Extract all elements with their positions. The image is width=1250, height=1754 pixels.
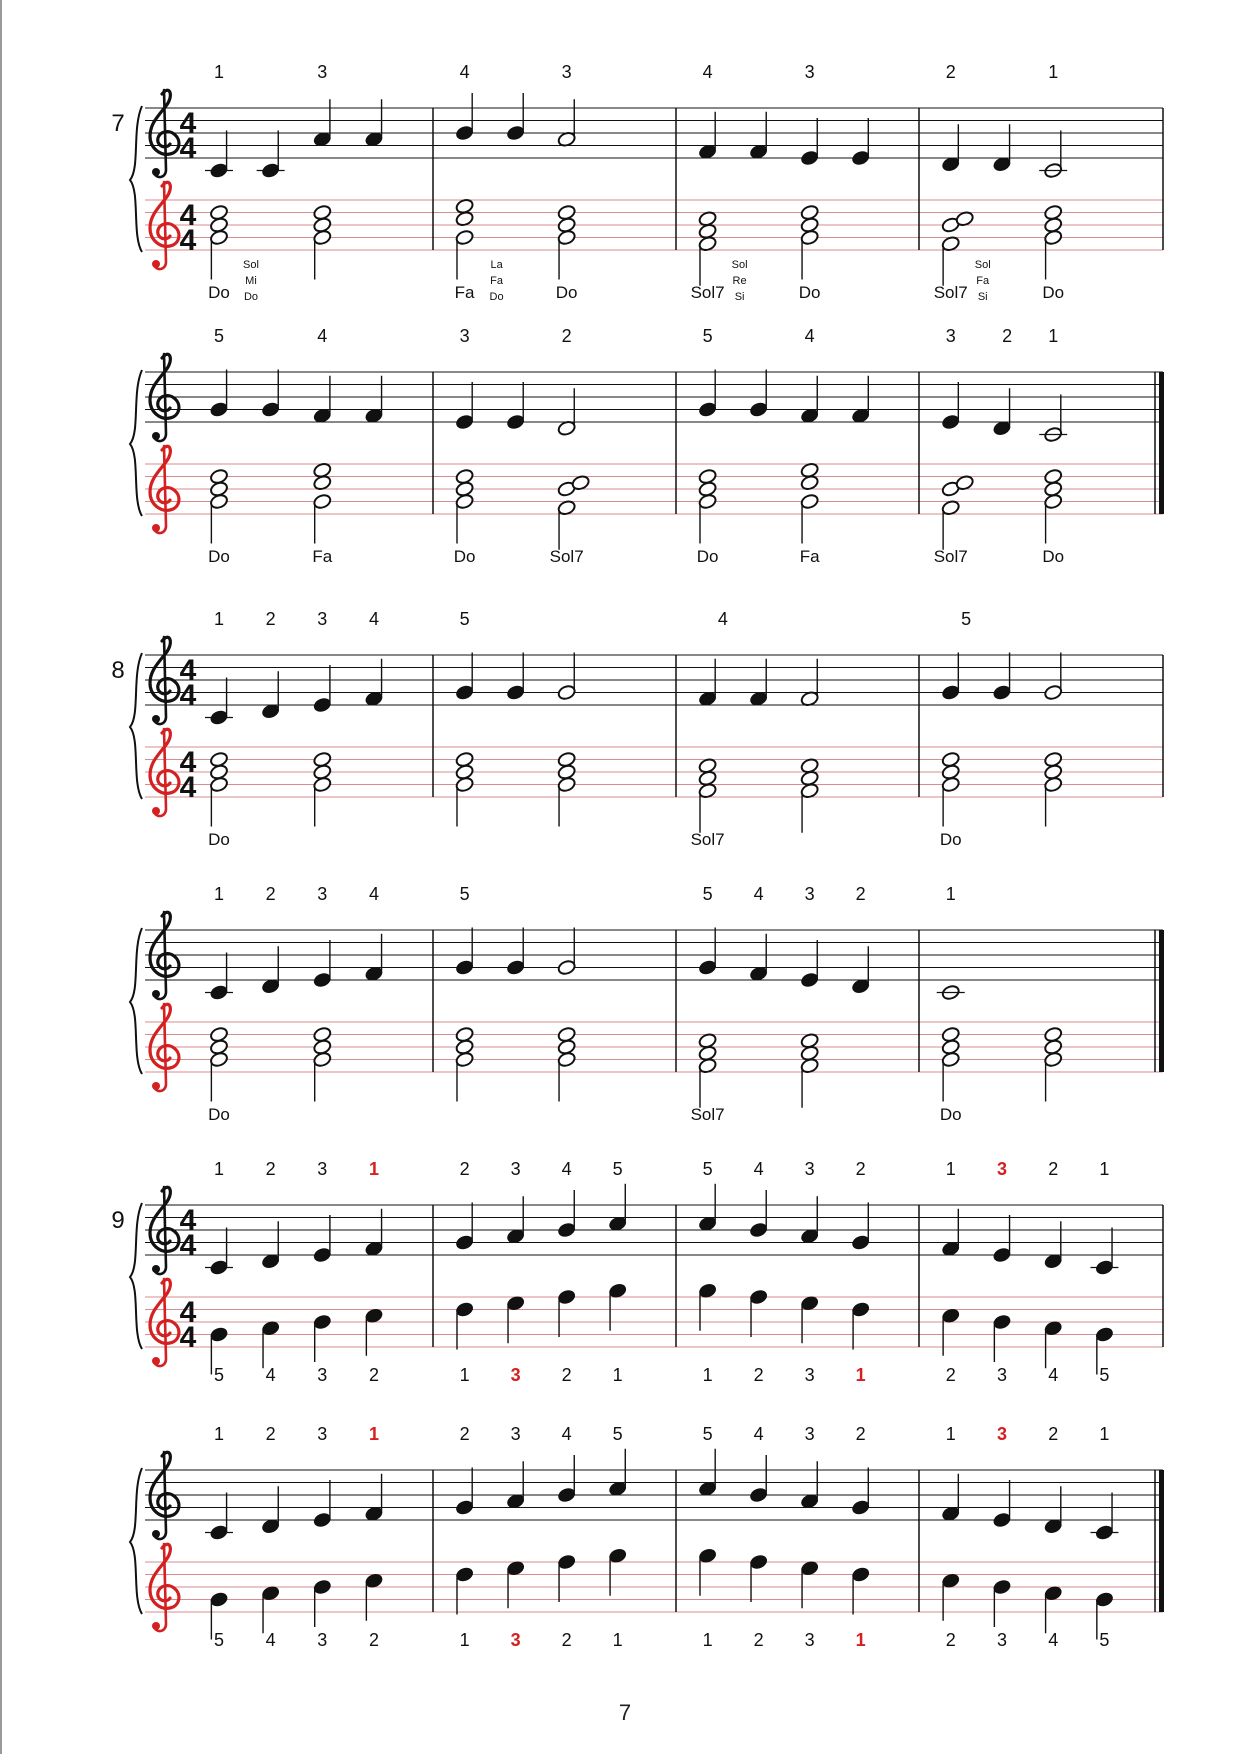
finger-number-top: 5 [702, 884, 713, 904]
time-signature-upper [180, 1204, 197, 1262]
time-signature-upper [180, 654, 197, 712]
lower-note [313, 1579, 333, 1596]
treble-staff [145, 1470, 1163, 1520]
time-signature-bottom: 4 [179, 1321, 197, 1354]
chord-note [941, 1026, 961, 1043]
chord-name: Do [1042, 283, 1065, 302]
treble-note [749, 401, 769, 418]
treble-note [313, 972, 333, 989]
time-signature-top: 4 [179, 199, 197, 232]
finger-number-top: 2 [265, 884, 276, 904]
time-signature-top: 4 [179, 107, 197, 140]
finger-number-top: 1 [213, 62, 224, 82]
finger-number-bottom: 1 [612, 1365, 623, 1385]
finger-number-top: 1 [213, 1159, 224, 1179]
finger-number-bottom: 1 [459, 1630, 470, 1650]
finger-number-bottom: 3 [317, 1365, 328, 1385]
treble-staff [145, 1205, 1163, 1255]
time-signature-bottom: 4 [179, 132, 197, 165]
measure [937, 984, 1063, 1101]
finger-number-top: 5 [612, 1159, 623, 1179]
lower-treble-clef [150, 446, 179, 533]
measure [455, 928, 577, 1102]
treble-note [506, 684, 526, 701]
finger-number-bottom: 2 [753, 1630, 764, 1650]
treble-staff [145, 108, 1163, 158]
chord-note-name: Sol [243, 259, 259, 271]
finger-number-bottom: 2 [561, 1365, 572, 1385]
finger-number-bottom: 1 [702, 1365, 713, 1385]
chord-name: Do [208, 1105, 230, 1124]
lower-note [557, 1554, 577, 1571]
chord-note [455, 1026, 475, 1043]
chord-note [209, 1026, 229, 1043]
treble-note [851, 1499, 871, 1516]
chord-note [455, 751, 475, 768]
finger-number-top: 1 [1048, 326, 1059, 346]
time-signature-bottom: 4 [179, 224, 197, 257]
clef-dot [152, 715, 160, 723]
finger-number-top: 2 [265, 609, 276, 629]
finger-number-top: 5 [213, 326, 224, 346]
finger-number-top: 2 [459, 1424, 470, 1444]
clef-dot [152, 1357, 160, 1365]
treble-note [557, 684, 577, 701]
finger-number-bottom: 5 [213, 1365, 224, 1385]
treble-note [557, 1222, 577, 1239]
chord-name: Do [1042, 547, 1065, 566]
time-signature-top: 4 [179, 654, 197, 687]
chord-note [313, 204, 333, 221]
chord-name: Do [939, 830, 962, 849]
treble-clef [150, 1187, 179, 1274]
finger-number-top: 2 [265, 1424, 276, 1444]
treble-note [992, 684, 1012, 701]
finger-number-top: 5 [459, 609, 470, 629]
finger-number-top: 5 [702, 1424, 713, 1444]
treble-note [749, 1487, 769, 1504]
clef-dot [152, 1622, 160, 1630]
finger-number-top: 5 [612, 1424, 623, 1444]
treble-note [455, 1499, 475, 1516]
finger-number-top: 4 [753, 884, 764, 904]
lower-treble-clef [150, 729, 179, 816]
treble-note [557, 1487, 577, 1504]
measure [455, 1449, 628, 1615]
treble-note [941, 684, 961, 701]
treble-note [455, 959, 475, 976]
final-barline-thick [1159, 372, 1164, 514]
lower-note [1095, 1326, 1115, 1343]
lower-treble-clef [150, 1279, 179, 1366]
finger-number-top: 1 [945, 1424, 956, 1444]
measure [941, 653, 1063, 827]
finger-number-top: 3 [317, 62, 328, 82]
exercise-number: 8 [111, 657, 125, 684]
treble-note [313, 1512, 333, 1529]
finger-number-top: 4 [561, 1159, 572, 1179]
treble-staff [145, 655, 1163, 705]
chord-name: Do [208, 547, 230, 566]
page-number: 7 [618, 1700, 632, 1725]
treble-note [455, 684, 475, 701]
treble-note [313, 697, 333, 714]
treble-note [506, 414, 526, 431]
measure [455, 382, 591, 550]
chord-name: Sol7 [690, 830, 725, 849]
clef-dot [152, 990, 160, 998]
measure [698, 370, 871, 544]
chord-note [800, 493, 820, 510]
chord-name: Sol7 [933, 283, 968, 302]
measure [205, 1209, 384, 1375]
finger-number-top: 2 [855, 1424, 866, 1444]
finger-number-bottom: 5 [213, 1630, 224, 1650]
finger-number-top: 1 [213, 1424, 224, 1444]
lower-note [557, 1289, 577, 1306]
clef-dot [152, 260, 160, 268]
time-signature-lower [180, 199, 197, 257]
finger-number-top: 2 [1048, 1424, 1059, 1444]
chord-note-name: Fa [976, 275, 990, 287]
chord-name: Fa [799, 547, 820, 566]
chord-note [1043, 751, 1063, 768]
finger-number-top: 4 [368, 884, 379, 904]
treble-clef [150, 637, 179, 724]
lower-treble-clef [150, 1004, 179, 1091]
time-signature-bottom: 4 [179, 771, 197, 804]
lower-note [992, 1314, 1012, 1331]
system-brace [130, 370, 142, 516]
finger-number-top: 2 [561, 326, 572, 346]
chord-note [1043, 468, 1063, 485]
lower-note [749, 1289, 769, 1306]
finger-number-bottom: 5 [1099, 1365, 1110, 1385]
measure [209, 370, 384, 544]
finger-number-top: 3 [510, 1424, 521, 1444]
finger-number-top: 4 [459, 62, 470, 82]
chord-note-name: Si [977, 291, 988, 303]
measure [698, 1184, 871, 1350]
clef-dot [152, 1530, 160, 1538]
time-signature-bottom: 4 [179, 1229, 197, 1262]
finger-number-bottom: 1 [459, 1365, 470, 1385]
finger-number-top: 2 [1002, 326, 1013, 346]
treble-note [992, 1247, 1012, 1264]
time-signature-upper [180, 107, 197, 165]
chord-name: Sol7 [690, 283, 725, 302]
system-brace [130, 928, 142, 1074]
treble-note [698, 959, 718, 976]
system-brace [130, 1468, 142, 1614]
time-signature-top: 4 [179, 746, 197, 779]
chord-note-name: Do [243, 291, 259, 303]
finger-number-top: 1 [213, 884, 224, 904]
measure [941, 1474, 1118, 1640]
chord-name: Do [696, 547, 719, 566]
finger-number-bottom: 1 [855, 1630, 866, 1650]
chord-note-name: Re [732, 275, 747, 287]
finger-number-bottom: 4 [1048, 1365, 1059, 1385]
chord-name: Do [453, 547, 476, 566]
measure [455, 1184, 628, 1350]
chord-name: Sol7 [549, 547, 584, 566]
lower-note [851, 1301, 871, 1318]
treble-note [506, 125, 526, 142]
chord-note [941, 751, 961, 768]
exercise-number: 7 [111, 110, 125, 137]
treble-clef [150, 90, 179, 177]
measure [698, 1449, 871, 1615]
treble-note [1043, 684, 1063, 701]
lower-note [749, 1554, 769, 1571]
treble-clef [150, 1452, 179, 1539]
chord-note [557, 751, 577, 768]
chord-note [800, 204, 820, 221]
finger-number-bottom: 1 [612, 1630, 623, 1650]
lower-note [209, 1591, 229, 1608]
finger-number-top: 4 [702, 62, 713, 82]
chord-note-name: Fa [490, 275, 504, 287]
chord-note [209, 468, 229, 485]
measure [205, 99, 384, 279]
finger-number-bottom: 3 [804, 1365, 815, 1385]
treble-note [261, 401, 281, 418]
chord-note [313, 751, 333, 768]
finger-number-top: 3 [804, 884, 815, 904]
finger-number-bottom: 2 [368, 1365, 379, 1385]
lower-note [209, 1326, 229, 1343]
lower-note [313, 1314, 333, 1331]
finger-number-top: 5 [459, 884, 470, 904]
finger-number-top: 2 [855, 1159, 866, 1179]
finger-number-top: 3 [459, 326, 470, 346]
finger-number-top: 1 [368, 1424, 379, 1444]
chord-name: Sol7 [933, 547, 968, 566]
finger-number-top: 1 [1099, 1424, 1110, 1444]
measure [941, 124, 1067, 286]
finger-number-bottom: 2 [368, 1630, 379, 1650]
finger-number-top: 4 [717, 609, 728, 629]
lower-note [1095, 1591, 1115, 1608]
chord-note-name: Sol [974, 259, 991, 271]
finger-number-bottom: 2 [945, 1630, 956, 1650]
chord-name: Do [798, 283, 821, 302]
measure [205, 659, 384, 827]
measure [941, 1209, 1118, 1375]
finger-number-top: 4 [368, 609, 379, 629]
treble-note [992, 1512, 1012, 1529]
treble-note [800, 972, 820, 989]
time-signature-top: 4 [179, 1296, 197, 1329]
treble-note [506, 959, 526, 976]
finger-number-top: 5 [702, 1159, 713, 1179]
finger-number-bottom: 3 [317, 1630, 328, 1650]
clef-dot [152, 1265, 160, 1273]
finger-number-top: 3 [804, 62, 815, 82]
chord-note [557, 1026, 577, 1043]
chord-note [557, 204, 577, 221]
chord-name: Do [555, 283, 578, 302]
treble-clef [150, 912, 179, 999]
lower-note [455, 1301, 475, 1318]
chord-note-name: La [490, 259, 503, 271]
treble-note [455, 414, 475, 431]
finger-number-bottom: 3 [996, 1365, 1007, 1385]
time-signature-bottom: 4 [179, 679, 197, 712]
chord-name: Do [939, 1105, 962, 1124]
finger-number-top: 3 [510, 1159, 521, 1179]
chord-note [455, 468, 475, 485]
time-signature-top: 4 [179, 1204, 197, 1237]
chord-name: Fa [312, 547, 333, 566]
finger-number-top: 1 [368, 1159, 379, 1179]
finger-number-bottom: 3 [804, 1630, 815, 1650]
treble-note [313, 1247, 333, 1264]
clef-dot [152, 168, 160, 176]
finger-number-bottom: 3 [996, 1630, 1007, 1650]
finger-number-bottom: 2 [945, 1365, 956, 1385]
chord-name: Fa [454, 283, 475, 302]
exercise-number: 9 [111, 1207, 125, 1234]
lower-note [455, 1566, 475, 1583]
finger-number-bottom: 2 [753, 1365, 764, 1385]
finger-number-top: 3 [317, 609, 328, 629]
measure [205, 934, 384, 1102]
lower-staff [145, 200, 1163, 250]
treble-note [455, 1234, 475, 1251]
finger-number-top: 2 [945, 62, 956, 82]
clef-dot [152, 1082, 160, 1090]
finger-number-top: 3 [804, 1159, 815, 1179]
finger-number-top: 2 [265, 1159, 276, 1179]
measure [941, 382, 1067, 550]
final-barline-thick [1159, 1470, 1164, 1612]
time-signature-lower [180, 1296, 197, 1354]
finger-number-top: 2 [855, 884, 866, 904]
chord-note [313, 493, 333, 510]
lower-staff [145, 1562, 1163, 1612]
treble-note [941, 414, 961, 431]
system-brace [130, 653, 142, 799]
measure [205, 1474, 384, 1640]
chord-note-name: Si [734, 291, 745, 303]
treble-note [851, 150, 871, 167]
lower-treble-clef [150, 182, 179, 269]
lower-treble-clef [150, 1544, 179, 1631]
finger-number-bottom: 2 [561, 1630, 572, 1650]
finger-number-bottom: 1 [702, 1630, 713, 1650]
treble-note [851, 1234, 871, 1251]
treble-note [455, 125, 475, 142]
clef-dot [152, 807, 160, 815]
treble-staff [145, 372, 1163, 422]
chord-note-name: Sol [731, 259, 748, 271]
finger-number-top: 1 [213, 609, 224, 629]
final-barline-thick [1159, 930, 1164, 1072]
finger-number-top: 4 [753, 1159, 764, 1179]
finger-number-bottom: 1 [855, 1365, 866, 1385]
finger-number-bottom: 4 [1048, 1630, 1059, 1650]
chord-note [313, 1026, 333, 1043]
chord-note [1043, 1026, 1063, 1043]
chord-note-name: Mi [245, 275, 257, 287]
chord-note [698, 468, 718, 485]
chord-name: Do [208, 830, 230, 849]
finger-number-top: 3 [317, 1159, 328, 1179]
finger-number-top: 3 [804, 1424, 815, 1444]
finger-number-top: 5 [961, 609, 972, 629]
lower-staff [145, 1022, 1163, 1072]
chord-name: Sol7 [690, 1105, 725, 1124]
treble-note [800, 150, 820, 167]
time-signature-lower [180, 746, 197, 804]
finger-number-top: 4 [804, 326, 815, 346]
finger-number-top: 3 [317, 884, 328, 904]
finger-number-bottom: 3 [510, 1630, 521, 1650]
finger-number-top: 2 [1048, 1159, 1059, 1179]
finger-number-top: 5 [702, 326, 713, 346]
measure [698, 659, 820, 833]
treble-note [698, 401, 718, 418]
finger-number-top: 1 [945, 884, 956, 904]
lower-note [992, 1579, 1012, 1596]
chord-note-name: Do [489, 291, 504, 303]
lower-staff [145, 464, 1163, 514]
finger-number-bottom: 4 [265, 1630, 276, 1650]
chord-note [1043, 204, 1063, 221]
lower-note [851, 1566, 871, 1583]
finger-number-top: 3 [561, 62, 572, 82]
clef-dot [152, 524, 160, 532]
chord-note [455, 229, 475, 246]
chord-name: Do [208, 283, 230, 302]
treble-note [557, 959, 577, 976]
treble-note [749, 1222, 769, 1239]
clef-dot [152, 432, 160, 440]
system-brace [130, 106, 142, 252]
finger-number-top: 4 [753, 1424, 764, 1444]
lower-staff [145, 1297, 1163, 1347]
finger-number-top: 4 [317, 326, 328, 346]
finger-number-bottom: 4 [265, 1365, 276, 1385]
finger-number-top: 1 [1048, 62, 1059, 82]
finger-number-top: 3 [317, 1424, 328, 1444]
finger-number-top: 3 [996, 1159, 1007, 1179]
finger-number-bottom: 3 [510, 1365, 521, 1385]
finger-number-top: 4 [561, 1424, 572, 1444]
chord-note [209, 751, 229, 768]
chord-note [209, 204, 229, 221]
finger-number-top: 2 [459, 1159, 470, 1179]
measure [698, 112, 871, 286]
lower-staff [145, 747, 1163, 797]
finger-number-bottom: 5 [1099, 1630, 1110, 1650]
treble-note [209, 401, 229, 418]
system-brace [130, 1203, 142, 1349]
finger-number-top: 1 [945, 1159, 956, 1179]
finger-number-top: 3 [996, 1424, 1007, 1444]
finger-number-top: 3 [945, 326, 956, 346]
treble-staff [145, 930, 1163, 980]
finger-number-top: 1 [1099, 1159, 1110, 1179]
measure [455, 653, 577, 827]
treble-clef [150, 354, 179, 441]
